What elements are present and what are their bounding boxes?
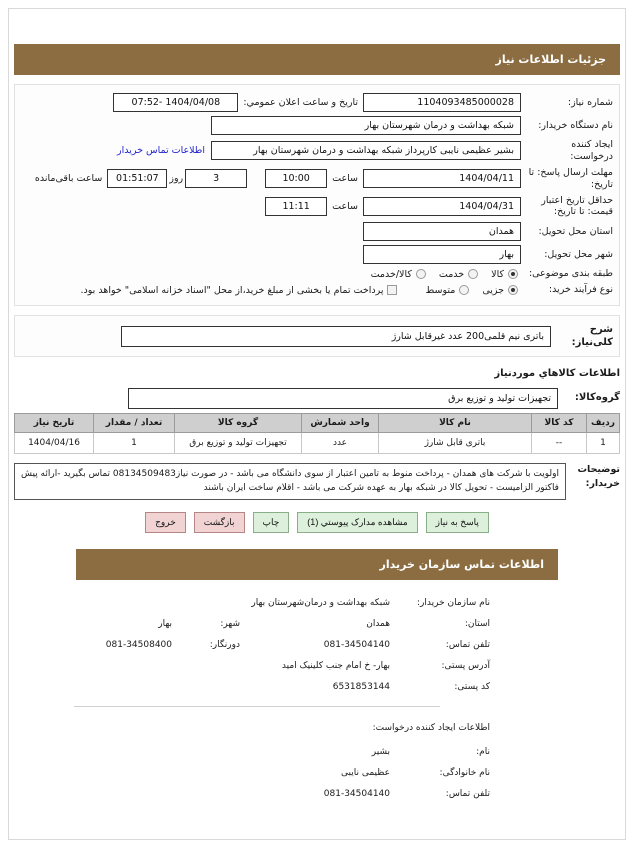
radio-purchase-jozei[interactable] bbox=[508, 285, 518, 295]
contact-province-label: استان: bbox=[464, 618, 490, 629]
requester-phone-value: 081-34504140 bbox=[323, 788, 390, 799]
price-validity-time: 11:11 bbox=[265, 197, 327, 216]
remaining-days-unit: روز bbox=[169, 173, 184, 185]
row-subject-class bbox=[21, 268, 613, 280]
row-buyer-org bbox=[21, 116, 613, 135]
contact-row-postal bbox=[14, 682, 620, 692]
cell-unit: عدد bbox=[302, 433, 379, 454]
contact-postal-label: کد پستی: bbox=[454, 681, 490, 692]
row-goods-group bbox=[14, 388, 620, 409]
buyer-contact-title: اطلاعات تماس سازمان خریدار bbox=[76, 549, 558, 580]
goods-group-value: تجهیزات تولید و توزیع برق bbox=[128, 388, 558, 409]
th-radif: ردیف bbox=[587, 414, 620, 433]
reply-time-label: ساعت bbox=[332, 173, 358, 185]
requester-row-last-name bbox=[14, 768, 620, 778]
goods-info-heading: اطلاعات کالاهاي موردنیاز bbox=[494, 368, 620, 379]
requester-info-heading: اطلاعات ایجاد کننده درخواست: bbox=[372, 722, 490, 733]
creator-label: ایجاد کننده درخواست: bbox=[570, 139, 613, 162]
print-button[interactable]: چاپ bbox=[253, 512, 290, 533]
contact-row-org bbox=[14, 598, 620, 608]
contact-org-label: نام سازمان خریدار: bbox=[417, 597, 490, 608]
creator-value: بشیر عظیمی نایبی کارپرداز شبکه بهداشت و درمان شهرستان بهار bbox=[211, 141, 521, 160]
cell-group: تجهیزات تولید و توزیع برق bbox=[175, 433, 302, 454]
cell-name: باتری قابل شارژ bbox=[379, 433, 532, 454]
radio-label-purchase-motavasset: متوسط bbox=[425, 284, 456, 296]
reply-deadline-date: 1404/04/11 bbox=[363, 169, 521, 188]
purchase-type-label: نوع فرآیند خرید: bbox=[548, 284, 613, 296]
delivery-province-value: همدان bbox=[363, 222, 521, 241]
requester-last-name-value: عظیمی نایبی bbox=[340, 767, 390, 778]
contact-org-value: شبکه بهداشت و درمان‌شهرستان بهار bbox=[251, 597, 390, 608]
row-need-number bbox=[21, 93, 613, 112]
buyer-contact-section bbox=[14, 549, 620, 799]
radio-label-subject-kala: کالا bbox=[491, 268, 504, 280]
buyer-notes-label: توضیحات خریدار: bbox=[577, 464, 620, 489]
need-details-section bbox=[14, 44, 620, 75]
row-creator bbox=[21, 139, 613, 163]
requester-first-name-label: نام: bbox=[476, 746, 490, 757]
announce-datetime-value: 1404/04/08 -07:52 bbox=[113, 93, 238, 112]
requester-first-name-value: بشیر bbox=[371, 746, 390, 757]
row-price-validity bbox=[21, 195, 613, 219]
cell-code: -- bbox=[532, 433, 587, 454]
contact-province-value: همدان bbox=[366, 618, 390, 629]
row-delivery-province bbox=[21, 222, 613, 241]
goods-table bbox=[14, 413, 620, 454]
requester-row-first-name bbox=[14, 747, 620, 757]
radio-subject-khedmat[interactable] bbox=[468, 269, 478, 279]
need-info-panel bbox=[14, 84, 620, 306]
buyer-contact-link[interactable]: اطلاعات تماس خریدار bbox=[116, 145, 205, 157]
purchase-type-options bbox=[71, 285, 522, 296]
radio-label-subject-kala-khedmat: کالا/خدمت bbox=[370, 268, 412, 280]
th-name: نام کالا bbox=[379, 414, 532, 433]
remaining-label: ساعت باقی‌مانده bbox=[34, 173, 103, 185]
delivery-province-label: استان محل تحویل: bbox=[538, 225, 613, 237]
price-validity-label: حداقل تاریخ اعتبار قیمت: تا تاریخ: bbox=[541, 194, 613, 218]
contact-phone-label: تلفن تماس: bbox=[445, 639, 490, 650]
remaining-clock-value: 01:51:07 bbox=[107, 169, 167, 188]
requester-row-phone bbox=[14, 789, 620, 799]
contact-address-label: آدرس پستی: bbox=[441, 660, 490, 671]
back-button[interactable]: بازگشت bbox=[194, 512, 245, 533]
buyer-notes-row bbox=[14, 463, 620, 500]
view-attachments-button[interactable]: مشاهده مدارک پیوستي (1) bbox=[297, 512, 417, 533]
reply-deadline-label: مهلت ارسال پاسخ: تا تاریخ: bbox=[528, 166, 613, 190]
cell-qty: 1 bbox=[94, 433, 175, 454]
buyer-notes-text: اولویت با شرکت های همدان - پرداخت منوط به تامین اعتبار از سوی دانشگاه می باشد - در صورت نیاز08134509483 تماس بگیرید -ارائه پیش فاکتور الزامیست - تحویل کالا در شبکه بهار به عهده شرکت می باشد - اقلام ساخت ایران باشند bbox=[14, 463, 566, 500]
radio-subject-kala[interactable] bbox=[508, 269, 518, 279]
reply-deadline-time: 10:00 bbox=[265, 169, 327, 188]
cell-radif: 1 bbox=[587, 433, 620, 454]
contact-city-label: شهر: bbox=[220, 618, 240, 629]
price-validity-time-label: ساعت bbox=[332, 200, 358, 212]
buyer-org-value: شبکه بهداشت و درمان شهرستان بهار bbox=[211, 116, 521, 135]
contact-phone-value: 081-34504140 bbox=[323, 639, 390, 650]
summary-panel bbox=[14, 315, 620, 357]
buyer-contact-body bbox=[14, 580, 620, 799]
cell-date: 1404/04/16 bbox=[15, 433, 94, 454]
need-number-label: شماره نیاز: bbox=[567, 96, 613, 108]
row-summary bbox=[21, 324, 613, 349]
th-date: تاریخ نیاز bbox=[15, 414, 94, 433]
requester-phone-label: تلفن تماس: bbox=[445, 788, 490, 799]
announce-datetime-label: تاریخ و ساعت اعلان عمومي: bbox=[243, 97, 358, 108]
subject-class-label: طبقه بندی موضوعی: bbox=[528, 268, 613, 280]
requester-last-name-label: نام خانوادگی: bbox=[439, 767, 490, 778]
th-unit: واحد شمارش bbox=[302, 414, 379, 433]
page-content bbox=[0, 44, 634, 799]
summary-label: شرح کلی‌نیاز: bbox=[571, 324, 613, 348]
radio-label-subject-khedmat: خدمت bbox=[438, 268, 465, 280]
contact-postal-value: 6531853144 bbox=[332, 681, 390, 692]
need-details-title: جزئیات اطلاعات نیاز bbox=[14, 44, 620, 75]
contact-divider bbox=[74, 706, 440, 707]
radio-purchase-motavasset[interactable] bbox=[459, 285, 469, 295]
row-reply-deadline bbox=[21, 167, 613, 191]
contact-row-address bbox=[14, 661, 620, 671]
treasury-note-label: پرداخت تمام یا بخشی از مبلغ خرید،از محل "اسناد خزانه اسلامی" خواهد بود. bbox=[80, 284, 384, 296]
contact-city-value: بهار bbox=[158, 618, 172, 629]
contact-fax-label: دورنگار: bbox=[209, 639, 240, 650]
delivery-city-label: شهر محل تحویل: bbox=[544, 248, 613, 260]
action-button-bar bbox=[14, 512, 620, 533]
th-code: کد کالا bbox=[532, 414, 587, 433]
table-row bbox=[15, 433, 620, 454]
subject-class-options bbox=[361, 269, 521, 280]
radio-subject-kala-khedmat[interactable] bbox=[416, 269, 426, 279]
contact-address-value: بهار- خ امام جنب کلینیک امید bbox=[281, 660, 390, 671]
goods-table-header-row bbox=[15, 414, 620, 433]
price-validity-date: 1404/04/31 bbox=[363, 197, 521, 216]
buyer-org-label: نام دستگاه خریدار: bbox=[538, 119, 613, 131]
th-qty: تعداد / مقدار bbox=[94, 414, 175, 433]
need-number-value: 1104093485000028 bbox=[363, 93, 521, 112]
th-group: گروه کالا bbox=[175, 414, 302, 433]
contact-row-province bbox=[14, 619, 620, 629]
summary-value: باتری نیم قلمی200 عدد غیرقابل شارژ bbox=[121, 326, 551, 347]
respond-to-need-button[interactable]: پاسخ به نیاز bbox=[426, 512, 489, 533]
checkbox-treasury-bonds[interactable] bbox=[387, 285, 397, 295]
contact-row-phone bbox=[14, 640, 620, 650]
row-purchase-type bbox=[21, 284, 613, 296]
remaining-days-value: 3 bbox=[185, 169, 247, 188]
exit-button[interactable]: خروج bbox=[145, 512, 186, 533]
contact-fax-value: 081-34508400 bbox=[105, 639, 172, 650]
delivery-city-value: بهار bbox=[363, 245, 521, 264]
row-delivery-city bbox=[21, 245, 613, 264]
radio-label-purchase-jozei: جزیی bbox=[482, 284, 504, 296]
goods-group-label: گروه‌کالا: bbox=[574, 392, 620, 404]
